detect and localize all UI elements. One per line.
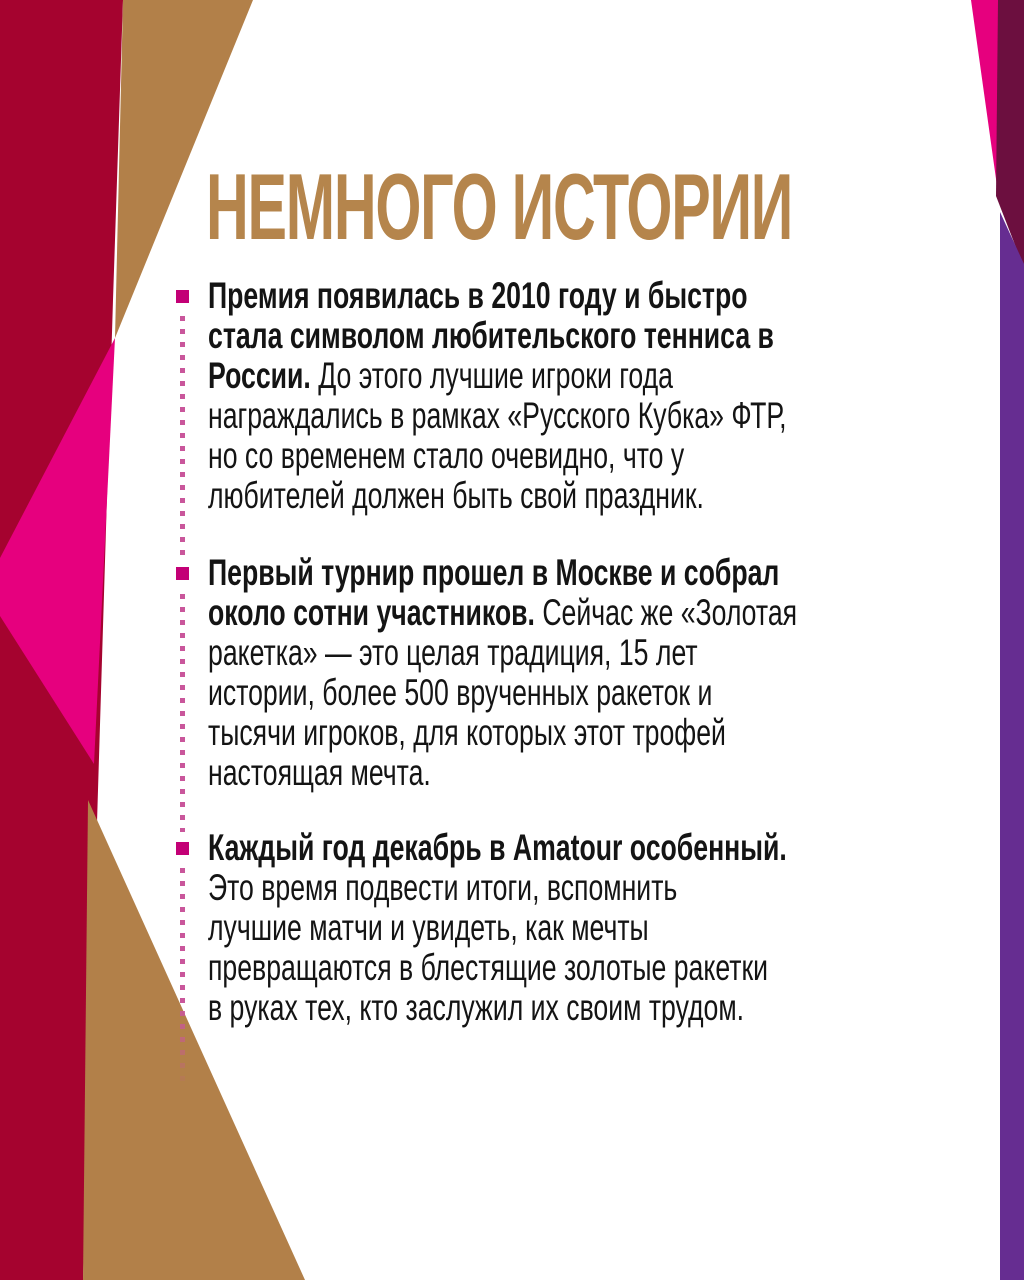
- text-line: Каждый год декабрь в Amatour особенный.: [208, 827, 787, 868]
- text-line: Это время подвести итоги, вспомнить: [208, 867, 678, 908]
- text-line: Первый турнир прошел в Москве и собрал: [208, 552, 780, 593]
- text-line: лучшие матчи и увидеть, как мечты: [208, 907, 649, 948]
- text-line: в руках тех, кто заслужил их своим трудом.: [208, 987, 745, 1028]
- right-purple-strip: [1000, 212, 1024, 1280]
- text-line: около сотни участников. Сейчас же «Золотая: [208, 592, 798, 633]
- text-line: тысячи игроков, для которых этот трофей: [208, 712, 726, 753]
- bullet-square-icon: [176, 290, 189, 303]
- text-line: России. До этого лучшие игроки года: [208, 355, 673, 396]
- text-line: стала символом любительского тенниса в: [208, 315, 774, 356]
- dotted-line-fading: [180, 868, 185, 1090]
- text-line: истории, более 500 врученных ракеток и: [208, 672, 713, 713]
- text-line: любителей должен быть свой праздник.: [208, 475, 704, 516]
- text-line: но со временем стало очевидно, что у: [208, 435, 685, 476]
- history-paragraph-2: [208, 553, 813, 793]
- dotted-line: [180, 594, 185, 832]
- history-paragraph-3: [208, 828, 813, 1028]
- text-line: превращаются в блестящие золотые ракетки: [208, 947, 769, 988]
- page-title: НЕМНОГО ИСТОРИИ: [206, 154, 793, 259]
- history-paragraph-1: [208, 276, 813, 516]
- text-line: Премия появилась в 2010 году и быстро: [208, 275, 748, 316]
- bullet-square-icon: [176, 842, 189, 855]
- dotted-line: [180, 316, 185, 556]
- bullet-square-icon: [176, 567, 189, 580]
- text-line: ракетка» — это целая традиция, 15 лет: [208, 632, 698, 673]
- text-line: награждались в рамках «Русского Кубка» ФТР,: [208, 395, 787, 436]
- text-line: настоящая мечта.: [208, 752, 431, 793]
